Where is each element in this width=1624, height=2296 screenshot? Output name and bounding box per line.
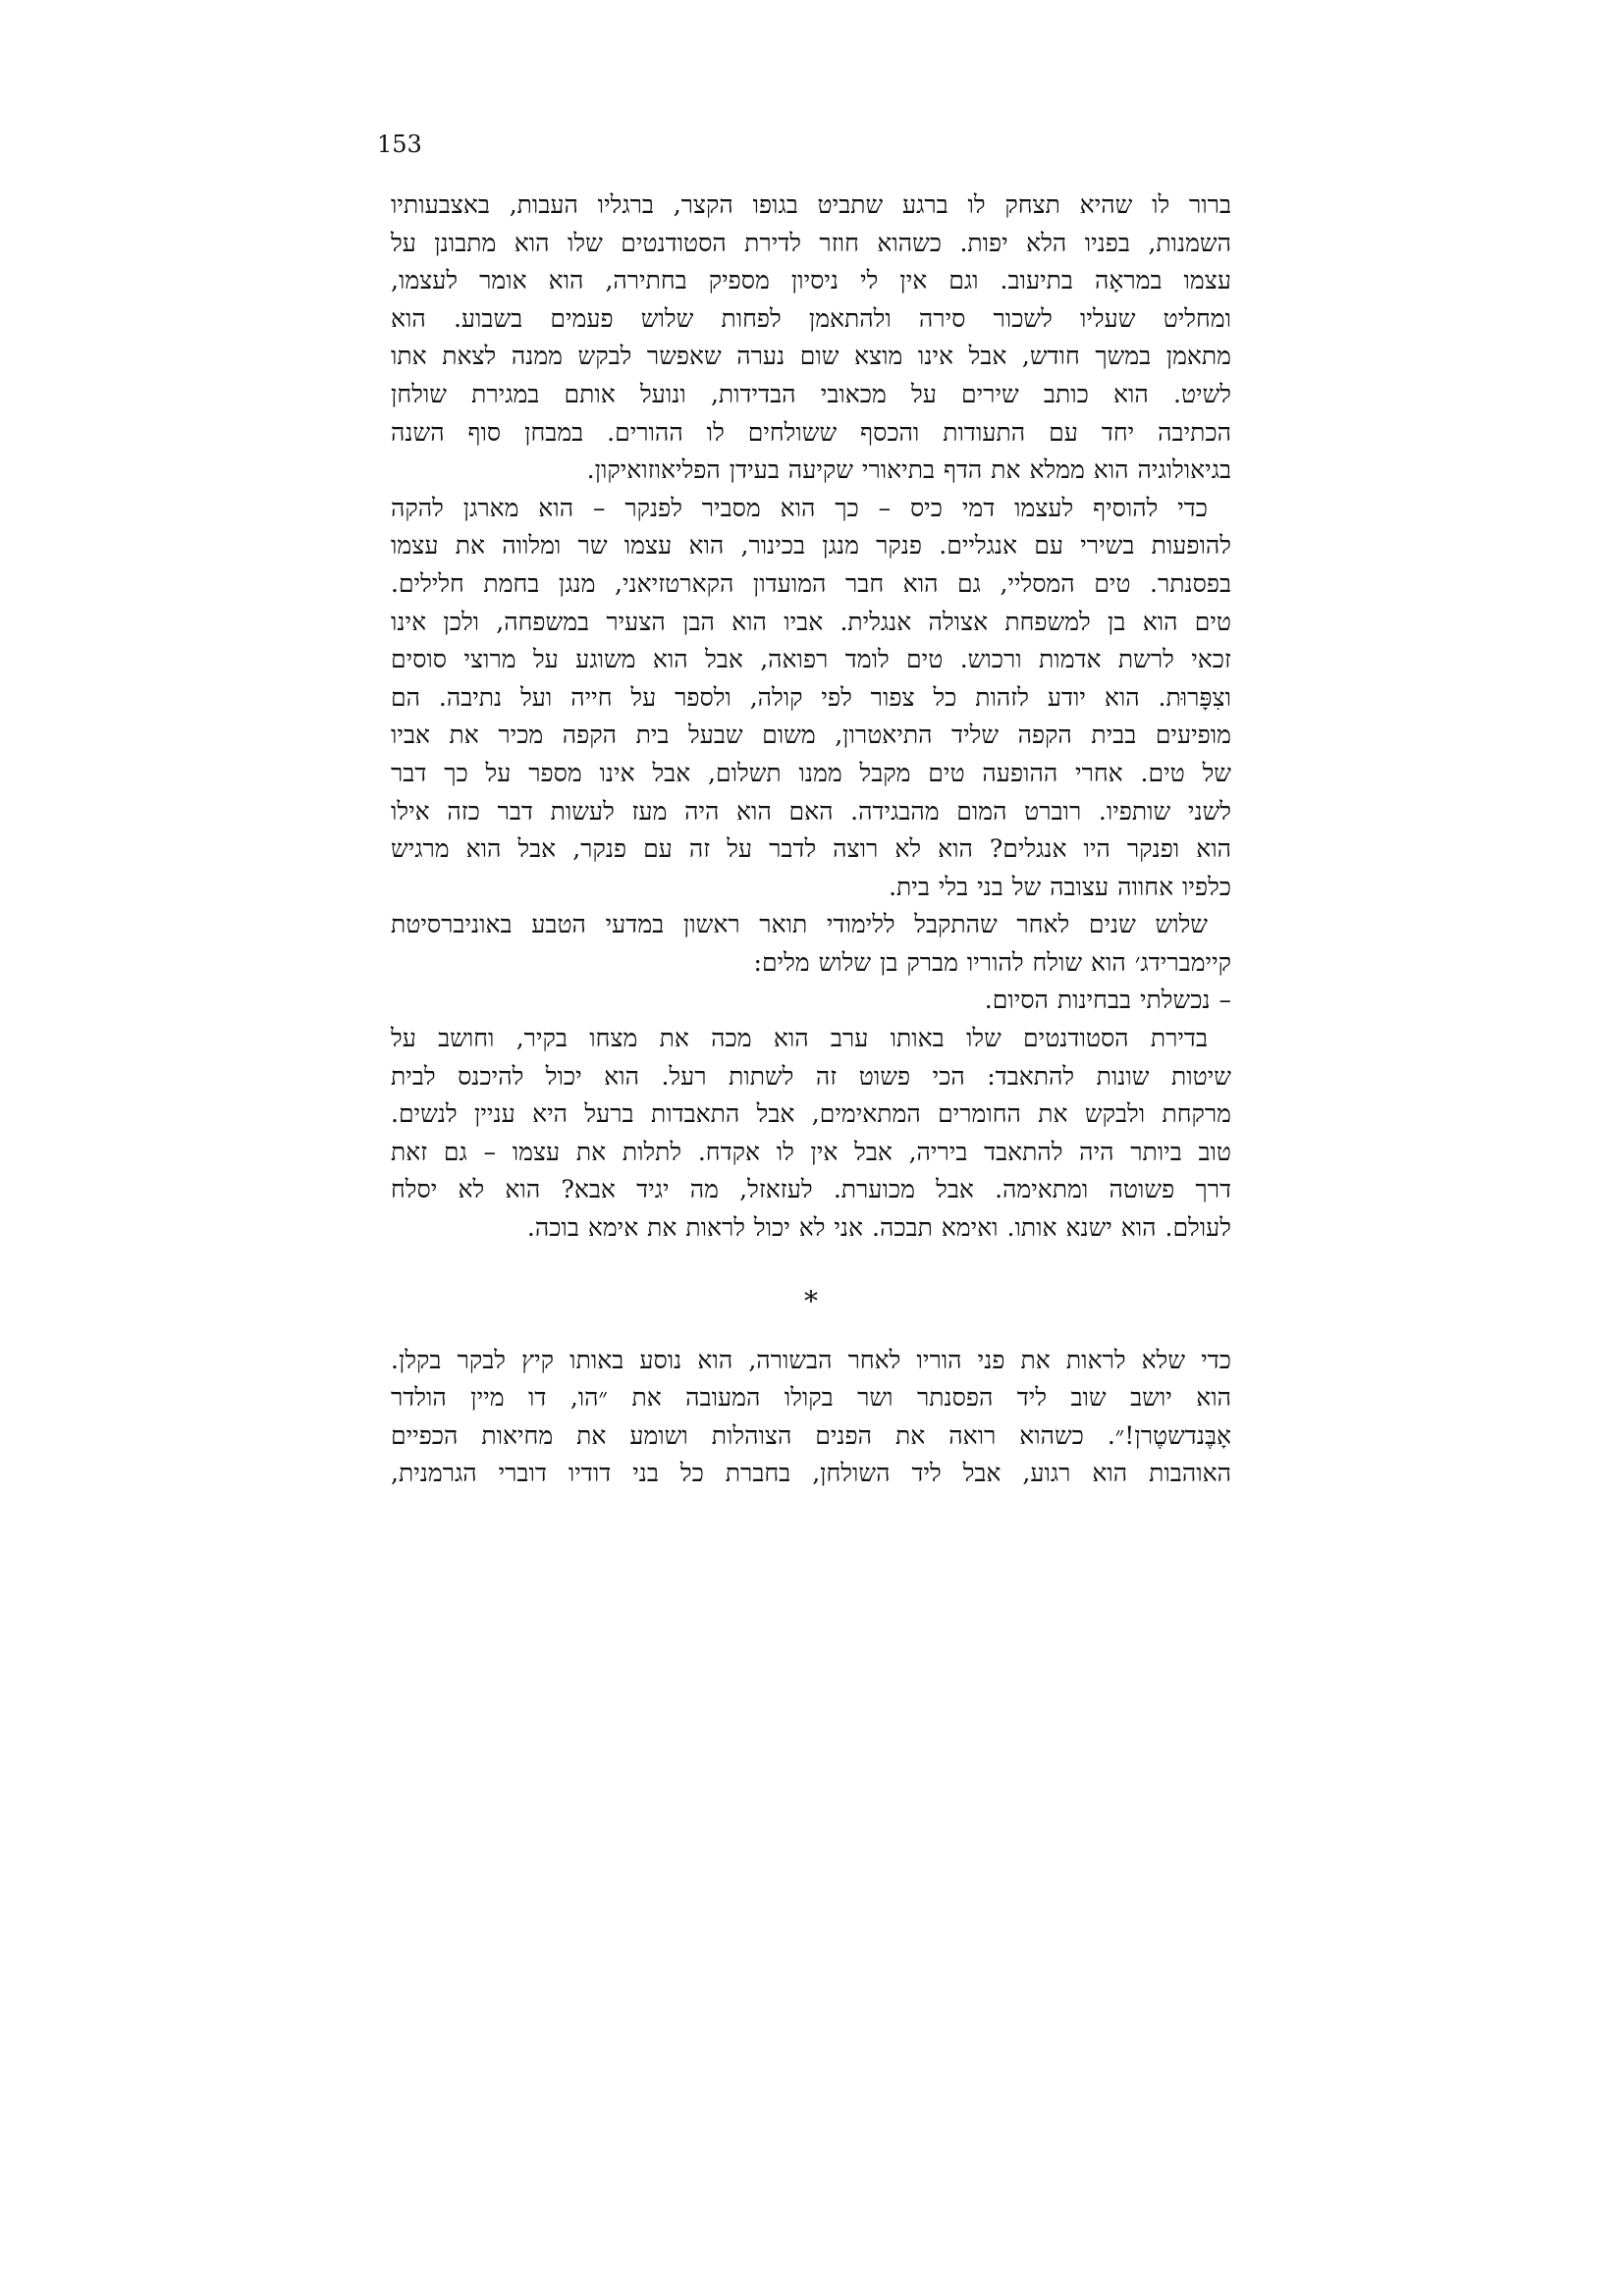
text-line: הוא ופנקר היו אנגלים? הוא לא רוצה לדבר על זה עם פנקר, אבל הוא מרגיש xyxy=(391,834,1231,864)
section-separator: * xyxy=(804,1284,818,1317)
text-line: שלוש שנים לאחר שהתקבל ללימודי תואר ראשון במדעי הטבע באוניברסיטת xyxy=(391,910,1208,939)
body-text xyxy=(391,187,1231,1493)
text-line: השמנות, בפניו הלא יפות. כשהוא חוזר לדירת הסטודנטים שלו הוא מתבונן על xyxy=(391,228,1231,257)
text-line: אָבֶּנדשטֶרן!״. כשהוא רואה את הפנים הצוהלות ושומע את מחיאות הכפיים xyxy=(391,1420,1231,1450)
text-line: קיימברידג׳ הוא שולח להוריו מברק בן שלוש מלים: xyxy=(753,947,1231,977)
text-line: בגיאולוגיה הוא ממלא את הדף בתיאורי שקיעה בעידן הפליאוזואיקון. xyxy=(586,455,1231,485)
text-line: מתאמן במשך חודש, אבל אינו מוצא שום נערה שאפשר לבקש ממנה לצאת אתו xyxy=(391,342,1231,371)
paragraph-5 xyxy=(391,1342,1231,1493)
text-line: להופעות בשירי עם אנגליים. פנקר מנגן בכינור, הוא עצמו שר ומלווה את עצמו xyxy=(391,531,1231,561)
text-line: הוא יושב שוב ליד הפסנתר ושר בקולו המעובה את ״הו, דו מיין הולדר xyxy=(391,1383,1231,1413)
text-line: כדי להוסיף לעצמו דמי כיס – כך הוא מסביר לפנקר – הוא מארגן להקה xyxy=(391,493,1208,522)
text-line: מרקחת ולבקש את החומרים המתאימים, אבל התאבדות ברעל היא עניין לנשים. xyxy=(391,1099,1231,1129)
text-line: של טים. אחרי ההופעה טים מקבל ממנו תשלום, אבל אינו מספר על כך דבר xyxy=(391,758,1231,787)
text-line: דרך פשוטה ומתאימה. אבל מכוערת. לעזאזל, מה יגיד אבא? הוא לא יסלח xyxy=(391,1175,1231,1204)
text-line: בפסנתר. טים המסליי, גם הוא חבר המועדון הקארטזיאני, מנגן בחמת חלילים. xyxy=(391,568,1231,598)
text-line: לשני שותפיו. רוברט המום מהבגידה. האם הוא היה מעז לעשות דבר כזה אילו xyxy=(391,796,1231,826)
text-line: כדי שלא לראות את פני הוריו לאחר הבשורה, הוא נוסע באותו קיץ לבקר בקלן. xyxy=(391,1345,1231,1374)
text-line: שיטות שונות להתאבד: הכי פשוט זה לשתות רעל. הוא יכול להיכנס לבית xyxy=(391,1061,1231,1091)
text-line: הכתיבה יחד עם התעודות והכסף ששולחים לו ההורים. במבחן סוף השנה xyxy=(391,417,1231,447)
dialogue-line: – נכשלתי בבחינות הסיום. xyxy=(984,986,1231,1015)
text-line: זכאי לרשת אדמות ורכוש. טים לומד רפואה, אבל הוא משוגע על מרוצי סוסים xyxy=(391,645,1231,674)
text-line: עצמו במראָה בתיעוב. וגם אין לי ניסיון מספיק בחתירה, הוא אומר לעצמו, xyxy=(391,266,1231,295)
dialogue-paragraph xyxy=(391,982,1231,1020)
text-line: האוהבות הוא רגוע, אבל ליד השולחן, בחברת כל בני דודיו דוברי הגרמנית, xyxy=(391,1459,1231,1488)
paragraph-3 xyxy=(391,906,1231,982)
text-line: לעולם. הוא ישנא אותו. ואימא תבכה. אני לא יכול לראות את אימא בוכה. xyxy=(526,1213,1231,1243)
text-line: טים הוא בן למשפחת אצולה אנגלית. אביו הוא הבן הצעיר במשפחה, ולכן אינו xyxy=(391,607,1231,636)
text-line: ומחליט שעליו לשכור סירה ולהתאמן לפחות שלוש פעמים בשבוע. הוא xyxy=(391,303,1231,333)
text-line: כלפיו אחווה עצובה של בני בלי בית. xyxy=(889,872,1231,901)
text-line: בדירת הסטודנטים שלו באותו ערב הוא מכה את מצחו בקיר, וחושב על xyxy=(391,1024,1208,1053)
text-line: וצִפָּרוּת. הוא יודע לזהות כל צפור לפי קולה, ולספר על חייה ועל נתיבה. הם xyxy=(391,682,1231,712)
page-number: 153 xyxy=(377,131,422,158)
paragraph-2 xyxy=(391,490,1231,907)
text-line: לשיט. הוא כותב שירים על מכאובי הבדידות, ונועל אותם במגירת שולחן xyxy=(391,379,1231,408)
paragraph-4 xyxy=(391,1020,1231,1248)
paragraph-1 xyxy=(391,187,1231,490)
text-line: מופיעים בבית הקפה שליד התיאטרון, משום שבעל בית הקפה מכיר את אביו xyxy=(391,721,1231,750)
text-line: טוב ביותר היה להתאבד ביריה, אבל אין לו אקדח. לתלות את עצמו – גם זאת xyxy=(391,1137,1231,1166)
text-line: ברור לו שהיא תצחק לו ברגע שתביט בגופו הקצר, ברגליו העבות, באצבעותיו xyxy=(391,190,1231,219)
